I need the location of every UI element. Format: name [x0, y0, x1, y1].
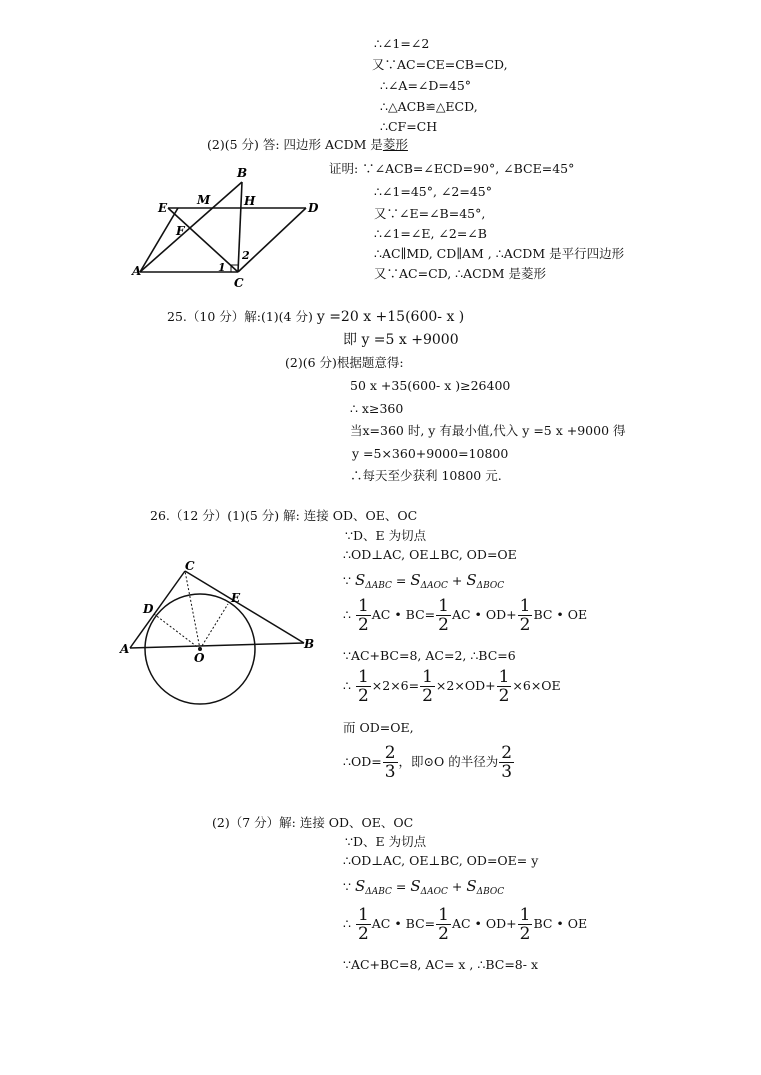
q25-line-4: 50 x +35(600- x )≥26400 [350, 378, 511, 393]
den: 2 [357, 615, 369, 635]
fraction-half [436, 906, 451, 943]
plus: + [451, 573, 463, 588]
num: 1 [438, 905, 449, 925]
area-s: S [410, 571, 421, 589]
q25-line-7: y =5×360+9000=10800 [352, 446, 509, 461]
label-angle-1: 1 [218, 261, 226, 274]
proof-line-1: 证明: ∵∠ACB=∠ECD=90°, ∠BCE=45° [329, 161, 575, 176]
sub-abc: ΔABC [365, 887, 392, 897]
q26-line-5: ∵AC+BC=8, AC=2, ∴BC=6 [343, 648, 516, 663]
label-f: F [176, 224, 185, 238]
q26-line-7: 而 OD=OE, [343, 720, 414, 735]
area-s: S [466, 877, 477, 895]
den: 2 [519, 924, 531, 944]
sub-aoc: ΔAOC [420, 887, 448, 897]
circle-triangle-figure [118, 558, 323, 708]
segment-cb [185, 571, 304, 643]
fraction-half [356, 906, 371, 943]
term-6xoe: ×6×OE [512, 678, 561, 693]
q26-2-line-1: (2)（7 分）解: 连接 OD、OE、OC [212, 815, 414, 830]
od-equals: ∴OD= [343, 754, 382, 769]
num: 1 [438, 596, 449, 616]
q26-2-area-equation [343, 876, 504, 902]
fraction-half [436, 597, 451, 634]
num: 2 [501, 743, 513, 763]
proof-line-2: ∴∠1=45°, ∠2=45° [374, 184, 493, 199]
label-d: D [143, 602, 154, 616]
line-angle-a-d: ∴∠A=∠D=45° [380, 78, 472, 93]
fraction-half [356, 597, 371, 634]
area-s: S [354, 877, 366, 895]
answer-rhombus: 菱形 [382, 137, 408, 152]
term-bc-oe: BC • OE [533, 607, 588, 622]
q25-line-8: ∴每天至少获利 10800 元. [350, 468, 502, 483]
sub-boc: ΔBOC [476, 581, 505, 591]
term-ac-bc: AC • BC= [371, 916, 436, 931]
segment-ec [168, 208, 238, 272]
term-bc-oe: BC • OE [533, 916, 588, 931]
label-angle-2: 2 [242, 249, 250, 262]
q25-line-5: ∴ x≥360 [350, 401, 404, 416]
q26-area-equation [343, 570, 504, 596]
q25-equation: y =20 x +15(600- x ) [316, 309, 465, 325]
radius-text: ，即⊙O 的半径为 [398, 754, 499, 769]
line-congruent: ∴△ACB≌△ECD, [380, 99, 478, 114]
q26-2-line-3: ∴OD⊥AC, OE⊥BC, OD=OE= y [343, 853, 539, 868]
segment-oc [185, 571, 200, 649]
den: 3 [384, 762, 396, 782]
num: 1 [422, 667, 433, 687]
because-symbol: ∵ [343, 879, 351, 894]
area-s: S [410, 877, 421, 895]
q25-line-3: (2)(6 分)根据题意得: [285, 355, 404, 370]
den: 2 [498, 686, 510, 706]
num: 1 [357, 596, 369, 616]
because-symbol: ∵ [343, 573, 351, 588]
label-o: O [194, 651, 205, 665]
term-2x6: ×2×6= [371, 678, 420, 693]
answer-text: (2)(5 分) 答: 四边形 ACDM 是 [207, 137, 383, 152]
den: 2 [438, 615, 449, 635]
proof-line-4: ∴∠1=∠E, ∠2=∠B [374, 226, 487, 241]
therefore-symbol: ∴ [343, 678, 351, 693]
den: 2 [357, 924, 369, 944]
label-c: C [185, 559, 195, 573]
fraction-half [518, 597, 533, 634]
line-angle-equal: ∴∠1=∠2 [374, 36, 430, 51]
q26-line-2: ∵D、E 为切点 [345, 528, 427, 543]
q26-2-half-area-equation [343, 906, 587, 943]
den: 2 [519, 615, 531, 635]
den: 2 [422, 686, 433, 706]
label-m: M [197, 193, 211, 207]
q25-line-1 [167, 309, 464, 325]
num: 1 [357, 905, 369, 925]
label-h: H [244, 194, 256, 208]
term-ac-od: AC • OD+ [451, 607, 517, 622]
den: 2 [438, 924, 449, 944]
q26-numeric-equation [343, 668, 561, 705]
fraction-two-thirds [383, 744, 398, 781]
q26-half-area-equation [343, 597, 587, 634]
label-c: C [234, 276, 244, 290]
therefore-symbol: ∴ [343, 607, 351, 622]
sub-abc: ΔABC [365, 581, 392, 591]
equals: = [395, 573, 407, 588]
sub-aoc: ΔAOC [420, 581, 448, 591]
line-cf-ch: ∴CF=CH [380, 119, 438, 134]
line-ac-ce-cb-cd: 又∵AC=CE=CB=CD, [372, 57, 508, 72]
label-a: A [120, 642, 130, 656]
segment-am [140, 208, 178, 272]
plus: + [451, 879, 463, 894]
label-e: E [231, 591, 241, 605]
proof-line-5: ∴AC∥MD, CD∥AM , ∴ACDM 是平行四边形 [374, 246, 625, 261]
label-a: A [132, 264, 142, 278]
q25-line-2: 即 y =5 x +9000 [343, 332, 459, 348]
q26-line-1: 26.（12 分）(1)(5 分) 解: 连接 OD、OE、OC [150, 508, 418, 523]
num: 1 [519, 905, 531, 925]
part24-2-answer [207, 137, 408, 153]
equals: = [395, 879, 407, 894]
label-e: E [158, 201, 168, 215]
num: 1 [519, 596, 531, 616]
proof-line-3: 又∵∠E=∠B=45°, [374, 206, 486, 221]
therefore-symbol: ∴ [343, 916, 351, 931]
term-2xod: ×2×OD+ [435, 678, 496, 693]
term-ac-bc: AC • BC= [371, 607, 436, 622]
segment-cd [238, 208, 306, 272]
area-s: S [354, 571, 366, 589]
fraction-half [518, 906, 533, 943]
sub-boc: ΔBOC [476, 887, 505, 897]
num: 2 [384, 743, 396, 763]
segment-ac [130, 571, 185, 648]
q26-radius-result [343, 744, 515, 781]
segment-ab [130, 643, 304, 648]
den: 2 [357, 686, 369, 706]
proof-line-6: 又∵AC=CD, ∴ACDM 是菱形 [374, 266, 546, 281]
num: 1 [357, 667, 369, 687]
q26-2-line-2: ∵D、E 为切点 [345, 834, 427, 849]
q26-2-line-5: ∵AC+BC=8, AC= x , ∴BC=8- x [343, 957, 538, 972]
q25-label: 25.（10 分）解:(1)(4 分) [167, 309, 317, 324]
fraction-half [356, 668, 371, 705]
rhombus-figure [130, 162, 330, 292]
den: 3 [501, 762, 513, 782]
q26-line-3: ∴OD⊥AC, OE⊥BC, OD=OE [343, 547, 517, 562]
num: 1 [498, 667, 510, 687]
term-ac-od: AC • OD+ [451, 916, 517, 931]
segment-oe [200, 604, 228, 649]
label-b: B [304, 637, 315, 651]
q25-line-6: 当x=360 时, y 有最小值,代入 y =5 x +9000 得 [350, 423, 626, 438]
fraction-half [420, 668, 435, 705]
segment-ab [140, 182, 242, 272]
segment-od [154, 614, 200, 649]
label-b: B [237, 166, 248, 180]
fraction-half [497, 668, 512, 705]
label-d: D [308, 201, 319, 215]
fraction-two-thirds [499, 744, 514, 781]
area-s: S [466, 571, 477, 589]
